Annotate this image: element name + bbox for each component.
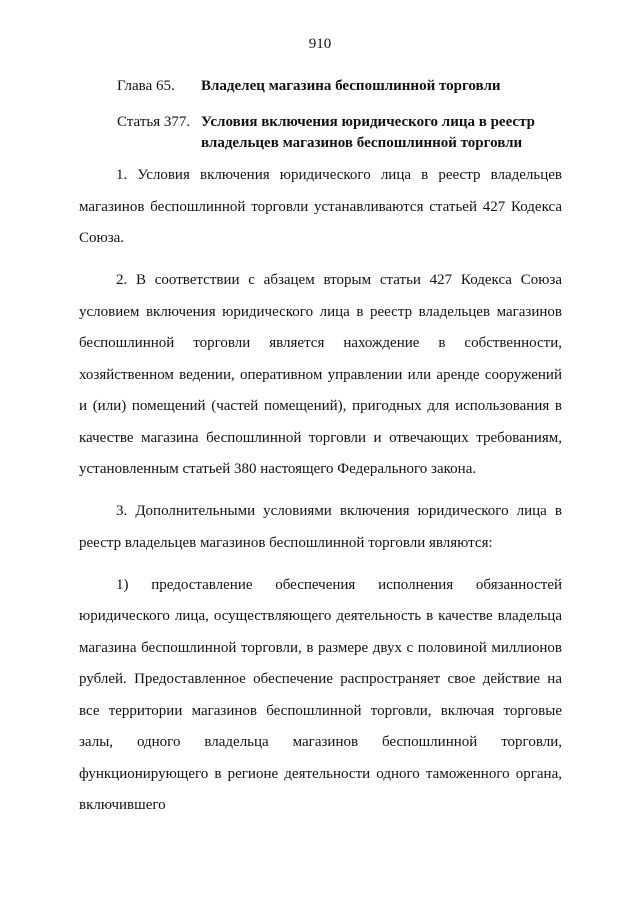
article-body — [79, 160, 562, 822]
page-number: 910 — [308, 36, 332, 52]
chapter-label: Глава 65. — [117, 78, 175, 94]
article-title-line-1: Условия включения юридического лица в реестр — [201, 114, 535, 130]
chapter-title: Владелец магазина беспошлинной торговли — [201, 78, 501, 94]
paragraph-3-item-1: 1) предоставление обеспечения исполнения обязанностей юридического лица, осуществляющего деятельность в качестве владельца магазина беспошлинной торговли, в размере двух с половиной миллионов рублей. Предоставленное обеспечение распространяет свое действие на все территории магазинов беспошлинной торговли, включая торговые залы, одного владельца магазинов беспошлинной торговли, функционирующего в регионе деятельности одного таможенного органа, включившего — [79, 576, 562, 814]
article-label: Статья 377. — [117, 114, 191, 130]
article-title — [201, 112, 535, 154]
paragraph-1: 1. Условия включения юридического лица в реестр владельцев магазинов беспошлинной торговли устанавливаются статьей 427 Кодекса Союза. — [79, 167, 562, 246]
article-title-line-2: владельцев магазинов беспошлинной торговли — [201, 135, 523, 151]
paragraph-2: 2. В соответствии с абзацем вторым статьи 427 Кодекса Союза условием включения юридического лица в реестр владельцев магазинов беспошлинной торговли является нахождение в собственности, хозяйственном ведении, оперативном управлении или аренде сооружений и (или) помещений (частей помещений), пригодных для использования в качестве магазина беспошлинной торговли и отвечающих требованиям, установленным статьей 380 настоящего Федерального закона. — [79, 272, 562, 478]
paragraph-3: 3. Дополнительными условиями включения юридического лица в реестр владельцев магазинов беспошлинной торговли являются: — [79, 503, 562, 551]
